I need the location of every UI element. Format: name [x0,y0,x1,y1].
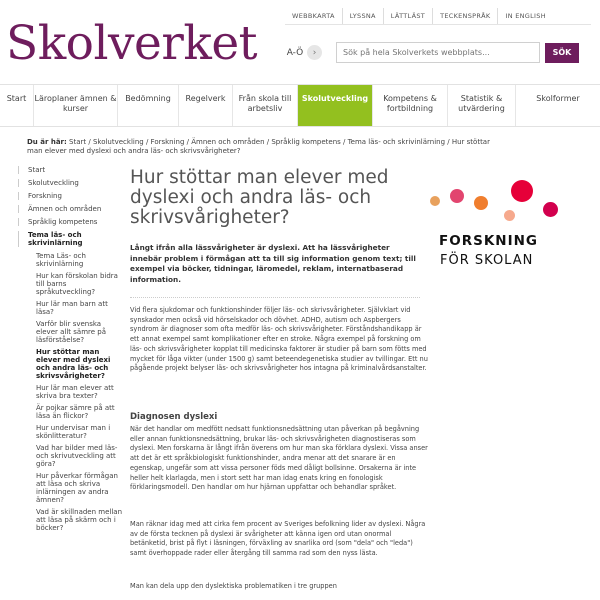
promo-title-line2: FÖR SKOLAN [440,253,534,268]
left-nav [18,166,122,536]
promo-dot [430,196,440,206]
left-nav-sub-item[interactable]: Vad är skillnaden mellan att läsa på skärm och i böcker? [36,508,123,532]
search-input[interactable] [336,42,540,63]
promo-dot [511,180,533,202]
search-bar [283,40,595,65]
nav-item-skolutveckling[interactable]: Skolutveckling [298,85,373,126]
left-nav-item-skolutveckling[interactable]: Skolutveckling [18,179,122,187]
promo-dot [450,189,464,203]
nav-item-statistik[interactable]: Statistik & utvärdering [448,85,516,126]
nav-item-skola-arbetsliv[interactable]: Från skola till arbetsliv [233,85,298,126]
page-title: Hur stöttar man elever med dyslexi och andra läs- och skrivsvårigheter? [130,167,389,228]
article-lead: Långt ifrån alla lässvårigheter är dyslexi. Att ha lässvårigheter innebär problem i förmågan att ta till sig information genom text; till exempel via böcker, tidningar, läromedel, reklam, internatbaserad information. [130,243,416,284]
nav-item-bedomning[interactable]: Bedömning [118,85,179,126]
nav-item-kompetens[interactable]: Kompetens & fortbildning [373,85,448,126]
forskning-for-skolan-promo[interactable] [430,180,570,280]
utility-bar [285,8,591,25]
main-nav [0,84,600,127]
util-link-sitemap[interactable]: WEBBKARTA [292,12,335,20]
util-link-listen[interactable]: LYSSNA [342,8,383,24]
util-link-english[interactable]: IN ENGLISH [497,8,552,24]
left-nav-submenu [18,252,122,532]
promo-dot [543,202,558,217]
nav-item-laroplaner[interactable]: Läroplaner ämnen & kurser [34,85,118,126]
left-nav-sub-item[interactable]: Varför blir svenska elever allt sämre på läsförståelse? [36,320,107,344]
breadcrumb [27,138,497,156]
breadcrumb-path[interactable]: Start / Skolutveckling / Forskning / Ämnen och områden / Språklig kompetens / Tema läs- och skrivinlärning / Hur stöttar man elever med dyslexi och andra läs- och skrivsvårigheter? [27,138,490,155]
left-nav-sub-item[interactable]: Tema Läs- och skrivinlärning [36,252,86,268]
left-nav-item-amnen[interactable]: Ämnen och områden [18,205,122,213]
promo-title-line1: FORSKNING [439,233,538,249]
left-nav-sub-item[interactable]: Hur lär man elever att skriva bra texter? [36,384,114,400]
article-paragraph: Man kan dela upp den dyslektiska problematiken i tre gruppen [130,582,337,590]
left-nav-item-tema[interactable]: Tema läs- och skrivinlärning [18,231,122,247]
promo-dot [504,210,515,221]
nav-item-skolformer[interactable]: Skolformer [536,94,580,103]
left-nav-item-spraklig[interactable]: Språklig kompetens [18,218,122,226]
article-paragraph: När det handlar om medfött nedsatt funktionsnedsättning utan påverkan på begåvning eller annan funktionsnedsättning, brukar läs- och skrivsvårigheten diagnostiseras som dyslexi. Men forskarna är långt ifrån överens om hur man ska förklara dyslexi. Vissa anser att det är ett språkbiologiskt funktionshinder, andra menar att det snarare är en egenskap, ungefär som att vissa personer föds med dåligt bollsinne. Orsakerna är inte heller helt klarlagda, men i stort sett har man idag enats kring en fonologisk förklaringsmodell. Den handlar om hur hjärnan uppfattar och behandlar språket. [130,425,428,492]
chevron-right-icon[interactable]: › [307,45,322,60]
left-nav-sub-item[interactable]: Hur undervisar man i skönlitteratur? [36,424,111,440]
util-link-sign-language[interactable]: TECKENSPRÅK [432,8,497,24]
left-nav-sub-item[interactable]: Hur kan förskolan bidra till barns språkutveckling? [36,272,118,296]
left-nav-item-forskning[interactable]: Forskning [18,192,122,200]
breadcrumb-label: Du är här: [27,138,67,146]
nav-item-start[interactable]: Start [0,85,34,126]
left-nav-sub-item[interactable]: Är pojkar sämre på att läsa än flickor? [36,404,115,420]
left-nav-sub-item[interactable]: Hur lär man barn att läsa? [36,300,108,316]
nav-item-regelverk[interactable]: Regelverk [179,85,233,126]
util-link-easy-read[interactable]: LÄTTLÄST [383,8,432,24]
left-nav-sub-item[interactable]: Hur påverkar förmågan att läsa och skriva inlärningen av andra ämnen? [36,472,118,504]
left-nav-item-start[interactable]: Start [18,166,122,174]
article-paragraph: Vid flera sjukdomar och funktionshinder följer läs- och skrivsvårigheter. Självklart vid synskador men också vid hörselskador och dövhet. ADHD, autism och Aspbergers syndrom är diagnoser som ofta medför läs- och skrivsvårigheter. Förståndshandikapp är ett annat exempel samt komplikationer efter en stroke. Några exempel på forskning om läs- och skrivsvårigheter kopplat till medicinska faktorer är studier på barn som fötts med mycket för låga vikter (under 1500 g) samt beteendegenetiska studier av tvillingar. Ett nu pågående projekt belyser läs- och skrivsvårigheter hos intagna på kriminalvårdsanstalter. [130,306,428,373]
divider [130,297,420,298]
left-nav-sub-item-current[interactable]: Hur stöttar man elever med dyslexi och andra läs- och skrivsvårigheter? [36,348,111,380]
section-heading: Diagnosen dyslexi [130,412,218,422]
article-paragraph: Man räknar idag med att cirka fem procent av Sveriges befolkning lider av dyslexi. Några av de första tecknen på dyslexi är svårigheter att känna igen ord utan onormal betänketid, brist på flyt i läsningen, förväxling av snarlika ord (som "dela" och "leda") samt överhoppade rader eller återgång till samma rad som den nyss lästa. [130,520,426,558]
left-nav-sub-item[interactable]: Vad har bilder med läs- och skrivutveckling att göra? [36,444,118,468]
promo-dot [474,196,488,210]
site-logo[interactable]: Skolverket [6,16,258,71]
a-o-index-link[interactable]: A-Ö [286,47,304,58]
search-button[interactable]: SÖK [545,43,579,63]
